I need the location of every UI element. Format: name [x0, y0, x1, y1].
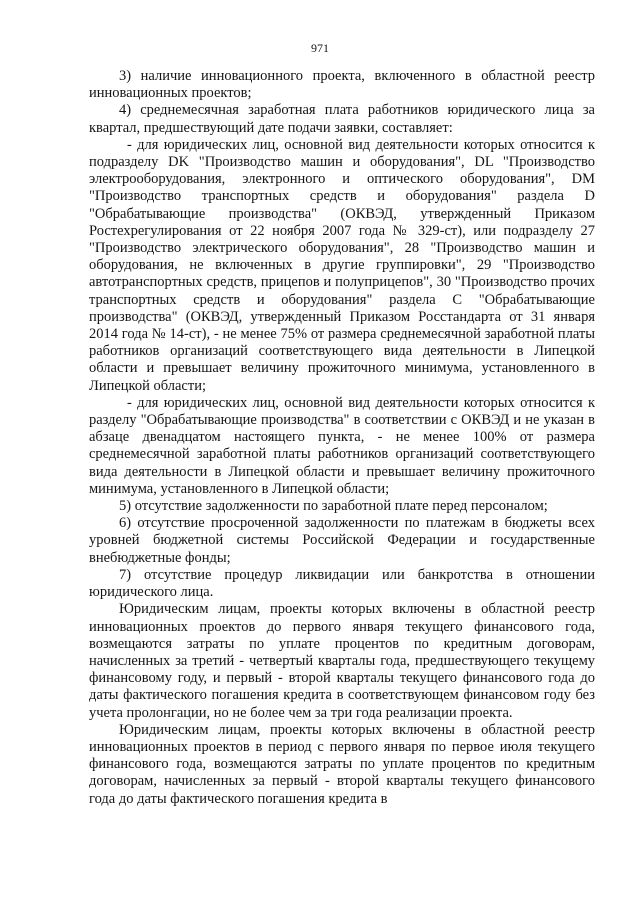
- paragraph-dash-manufacturing-section: - для юридических лиц, основной вид деятельности которых относится к разделу "Обрабатывающие производства" в соответствии с ОКВЭД и не указан в абзаце двенадцатом настоящего пункта, - не менее 100% от размера среднемесячной заработной платы работников организаций соответствующего вида деятельности в Липецкой области и превышает величину прожиточного минимума, установленного в Липецкой области;: [89, 394, 595, 497]
- paragraph-item-4: 4) среднемесячная заработная плата работников юридического лица за квартал, предшествующий дате подачи заявки, составляет:: [89, 102, 595, 136]
- paragraph-item-6: 6) отсутствие просроченной задолженности по платежам в бюджеты всех уровней бюджетной системы Российской Федерации и государственные внебюджетные фонды;: [89, 515, 595, 566]
- paragraph-reimbursement-before-january: Юридическим лицам, проекты которых включены в областной реестр инновационных проектов до первого января текущего финансового года, возмещаются затраты по уплате процентов по кредитным договорам, начисленных за третий - четвертый кварталы года, предшествующего текущему финансовому году, и первый - второй кварталы текущего финансового года до даты фактического погашения кредита в соответствующем финансовом году без учета пролонгации, но не более чем за три года реализации проекта.: [89, 601, 595, 721]
- page-number: 971: [311, 41, 329, 55]
- paragraph-reimbursement-january-july: Юридическим лицам, проекты которых включены в областной реестр инновационных проектов в период с первого января по первое июля текущего финансового года, возмещаются затраты по уплате процентов по кредитным договорам, начисленных за первый - второй кварталы текущего финансового года до даты фактического погашения кредита в: [89, 721, 595, 807]
- paragraph-dash-manufacturing-subsections: - для юридических лиц, основной вид деятельности которых относится к подразделу DK "Производство машин и оборудования", DL "Производство электрооборудования, электронного и оптического оборудования", DM "Производство транспортных средств и оборудования" раздела D "Обрабатывающие производства" (ОКВЭД, утвержденный Приказом Ростехрегулирования от 22 ноября 2007 года № 329-ст), или подразделу 27 "Производство электрического оборудования", 28 "Производство машин и оборудования, не включенных в другие группировки", 29 "Производство автотранспортных средств, прицепов и полуприцепов", 30 "Производство прочих транспортных средств и оборудования" раздела C "Обрабатывающие производства" (ОКВЭД, утвержденный Приказом Росстандарта от 31 января 2014 года № 14-ст), - не менее 75% от размера среднемесячной заработной платы работников организаций соответствующего вида деятельности в Липецкой области и превышает величину прожиточного минимума, установленного в Липецкой области;: [89, 136, 595, 394]
- paragraph-item-7: 7) отсутствие процедур ликвидации или банкротства в отношении юридического лица.: [89, 566, 595, 601]
- paragraph-item-5: 5) отсутствие задолженности по заработной плате перед персоналом;: [119, 498, 548, 515]
- paragraph-item-3: 3) наличие инновационного проекта, включенного в областной реестр инновационных проектов;: [89, 68, 595, 102]
- document-body: [89, 68, 595, 808]
